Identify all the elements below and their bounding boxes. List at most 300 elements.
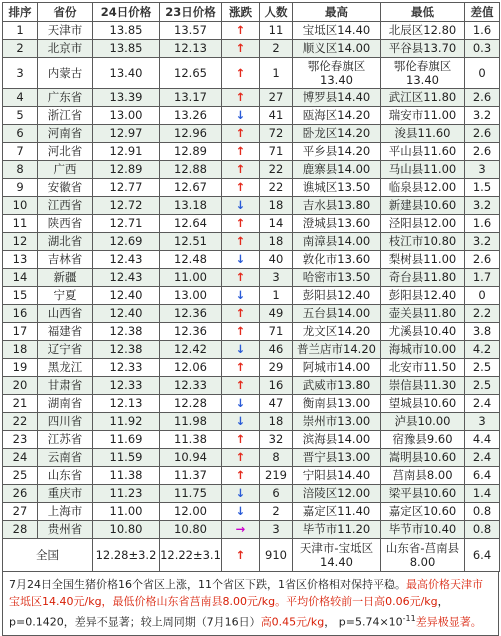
arrow-up-icon: ↑	[235, 324, 246, 338]
cell-price-24: 12.77	[93, 179, 160, 197]
cell-diff: 1.6	[465, 22, 500, 40]
cell-change	[222, 215, 260, 233]
cell-highest: 哈密市13.50	[293, 269, 381, 287]
table-row	[3, 107, 500, 125]
cell-price-24: 12.69	[93, 233, 160, 251]
cell-change	[222, 413, 260, 431]
table-row	[3, 143, 500, 161]
cell-province: 云南省	[38, 449, 93, 467]
header-highest: 最高	[293, 3, 381, 22]
cell-province: 福建省	[38, 323, 93, 341]
cell-lowest: 浚县11.60	[381, 125, 465, 143]
arrow-up-icon: ↑	[235, 234, 246, 248]
cell-price-23: 11.75	[160, 485, 222, 503]
cell-diff: 1.5	[465, 179, 500, 197]
table-row	[3, 125, 500, 143]
cell-price-23: 13.26	[160, 107, 222, 125]
cell-diff: 3	[465, 161, 500, 179]
cell-count: 11	[260, 22, 293, 40]
cell-price-23: 12.65	[160, 58, 222, 89]
cell-lowest: 望城县10.60	[381, 395, 465, 413]
cell-province: 宁夏	[38, 287, 93, 305]
cell-diff: 0.8	[465, 503, 500, 521]
cell-rank: 12	[3, 233, 38, 251]
cell-diff: 2.5	[465, 359, 500, 377]
cell-price-23: 12.36	[160, 323, 222, 341]
table-row	[3, 449, 500, 467]
cell-lowest: 海城市10.00	[381, 341, 465, 359]
arrow-down-icon: ↓	[235, 198, 246, 212]
cell-price-23: 12.42	[160, 341, 222, 359]
table-row	[3, 467, 500, 485]
cell-rank: 10	[3, 197, 38, 215]
note-text-5: 高0.45元/kg	[260, 615, 325, 629]
cell-price-23: 12.88	[160, 161, 222, 179]
cell-diff: 3	[465, 413, 500, 431]
cell-province: 辽宁省	[38, 341, 93, 359]
cell-highest: 彭阳县12.40	[293, 287, 381, 305]
cell-rank: 5	[3, 107, 38, 125]
cell-price-23: 12.89	[160, 143, 222, 161]
cell-lowest: 瑞安市11.00	[381, 107, 465, 125]
cell-lowest: 尤溪县10.40	[381, 323, 465, 341]
summary-note	[2, 572, 499, 636]
arrow-up-icon: ↑	[235, 378, 246, 392]
cell-diff: 2.6	[465, 251, 500, 269]
cell-change	[222, 485, 260, 503]
total-price-23: 12.22±3.1	[160, 539, 222, 572]
cell-count: 71	[260, 143, 293, 161]
cell-count: 18	[260, 197, 293, 215]
price-table-container	[2, 2, 499, 636]
cell-lowest: 壶关县11.80	[381, 305, 465, 323]
cell-province: 黑龙江	[38, 359, 93, 377]
cell-province: 甘肃省	[38, 377, 93, 395]
cell-price-23: 12.64	[160, 215, 222, 233]
cell-highest: 衡南县13.00	[293, 395, 381, 413]
cell-rank: 13	[3, 251, 38, 269]
cell-lowest: 平谷县13.70	[381, 40, 465, 58]
cell-count: 72	[260, 125, 293, 143]
cell-price-23: 13.18	[160, 197, 222, 215]
cell-province: 河北省	[38, 143, 93, 161]
cell-lowest: 武江区11.80	[381, 89, 465, 107]
cell-price-24: 12.72	[93, 197, 160, 215]
cell-highest: 平乡县14.20	[293, 143, 381, 161]
cell-change	[222, 521, 260, 539]
cell-change	[222, 359, 260, 377]
cell-price-23: 11.37	[160, 467, 222, 485]
cell-lowest: 嵩明县10.60	[381, 449, 465, 467]
cell-lowest: 彭阳县12.40	[381, 287, 465, 305]
cell-highest: 五台县14.00	[293, 305, 381, 323]
cell-diff: 3.2	[465, 233, 500, 251]
cell-price-24: 12.40	[93, 287, 160, 305]
cell-province: 新疆	[38, 269, 93, 287]
cell-price-23: 11.38	[160, 431, 222, 449]
cell-price-23: 12.36	[160, 305, 222, 323]
cell-price-23: 12.28	[160, 395, 222, 413]
cell-rank: 16	[3, 305, 38, 323]
arrow-up-icon: ↑	[235, 180, 246, 194]
cell-highest: 宁阳县14.40	[293, 467, 381, 485]
table-row	[3, 521, 500, 539]
table-row	[3, 287, 500, 305]
arrow-down-icon: ↓	[235, 414, 246, 428]
cell-change	[222, 89, 260, 107]
cell-highest: 武威市13.80	[293, 377, 381, 395]
cell-lowest: 马山县11.00	[381, 161, 465, 179]
cell-lowest: 崇信县11.30	[381, 377, 465, 395]
table-row	[3, 413, 500, 431]
cell-rank: 19	[3, 359, 38, 377]
cell-change	[222, 269, 260, 287]
cell-diff: 2.6	[465, 143, 500, 161]
cell-count: 3	[260, 269, 293, 287]
arrow-up-icon: ↑	[235, 450, 246, 464]
cell-province: 北京市	[38, 40, 93, 58]
cell-price-24: 12.33	[93, 359, 160, 377]
note-text-8: 差异极显著。	[415, 615, 482, 629]
cell-change	[222, 431, 260, 449]
cell-price-24: 13.39	[93, 89, 160, 107]
cell-change	[222, 107, 260, 125]
note-text-4: ，p=0.1420，差异不显著；较上周同期（7月16日）	[9, 595, 449, 629]
cell-highest: 鄂伦春旗区13.40	[293, 58, 381, 89]
cell-count: 14	[260, 215, 293, 233]
cell-province: 上海市	[38, 503, 93, 521]
cell-count: 47	[260, 395, 293, 413]
table-row	[3, 395, 500, 413]
cell-change	[222, 503, 260, 521]
cell-price-24: 12.71	[93, 215, 160, 233]
arrow-up-icon: ↑	[235, 360, 246, 374]
cell-diff: 3.2	[465, 107, 500, 125]
cell-rank: 1	[3, 22, 38, 40]
cell-diff: 0.8	[465, 521, 500, 539]
cell-count: 219	[260, 467, 293, 485]
cell-change	[222, 197, 260, 215]
cell-highest: 鹿寨县14.00	[293, 161, 381, 179]
cell-price-23: 12.13	[160, 40, 222, 58]
table-total-row	[3, 539, 500, 572]
cell-diff: 2.6	[465, 125, 500, 143]
cell-price-24: 12.43	[93, 251, 160, 269]
cell-price-24: 13.85	[93, 40, 160, 58]
table-row	[3, 503, 500, 521]
cell-rank: 26	[3, 485, 38, 503]
cell-price-24: 11.59	[93, 449, 160, 467]
cell-rank: 2	[3, 40, 38, 58]
note-text-2: 最高价格天津市宝坻区14.40元/kg，最低价格山东省莒南县8.00元/kg。平均价格较前一日	[9, 578, 483, 608]
cell-rank: 9	[3, 179, 38, 197]
cell-price-24: 11.38	[93, 467, 160, 485]
cell-lowest: 梨树县11.00	[381, 251, 465, 269]
note-text-1: 7月24日全国生猪价格16个省区上涨，11个省区下跌，1省区价格相对保持平稳。	[9, 578, 406, 591]
cell-rank: 7	[3, 143, 38, 161]
cell-diff: 1.7	[465, 269, 500, 287]
table-row	[3, 40, 500, 58]
cell-price-23: 13.57	[160, 22, 222, 40]
cell-rank: 3	[3, 58, 38, 89]
cell-price-23: 13.00	[160, 287, 222, 305]
cell-price-23: 13.17	[160, 89, 222, 107]
cell-price-24: 12.89	[93, 161, 160, 179]
arrow-up-icon: ↑	[235, 66, 246, 80]
cell-count: 2	[260, 503, 293, 521]
cell-highest: 涪陵区12.00	[293, 485, 381, 503]
cell-lowest: 宿豫县9.60	[381, 431, 465, 449]
table-row	[3, 359, 500, 377]
header-price-24: 24日价格	[93, 3, 160, 22]
cell-change	[222, 467, 260, 485]
arrow-up-icon: ↑	[235, 126, 246, 140]
cell-lowest: 临泉县12.00	[381, 179, 465, 197]
cell-diff: 0.3	[465, 40, 500, 58]
arrow-up-icon: ↑	[235, 90, 246, 104]
cell-change	[222, 22, 260, 40]
cell-count: 3	[260, 521, 293, 539]
cell-province: 江苏省	[38, 431, 93, 449]
cell-change	[222, 323, 260, 341]
cell-rank: 14	[3, 269, 38, 287]
cell-rank: 22	[3, 413, 38, 431]
arrow-up-icon: ↑	[235, 162, 246, 176]
cell-province: 湖南省	[38, 395, 93, 413]
cell-price-24: 12.13	[93, 395, 160, 413]
note-text-3: 高0.06元/kg	[374, 595, 438, 608]
cell-change	[222, 305, 260, 323]
cell-count: 27	[260, 89, 293, 107]
table-row	[3, 161, 500, 179]
cell-province: 山东省	[38, 467, 93, 485]
cell-change	[222, 143, 260, 161]
cell-rank: 11	[3, 215, 38, 233]
cell-count: 18	[260, 233, 293, 251]
cell-diff: 0	[465, 287, 500, 305]
header-rank: 排序	[3, 3, 38, 22]
cell-price-24: 11.23	[93, 485, 160, 503]
arrow-down-icon: ↓	[235, 504, 246, 518]
table-body	[3, 22, 500, 572]
cell-count: 40	[260, 251, 293, 269]
cell-change	[222, 449, 260, 467]
total-lowest: 山东省-莒南县8.00	[381, 539, 465, 572]
cell-diff: 6.4	[465, 467, 500, 485]
table-row	[3, 197, 500, 215]
cell-price-23: 12.33	[160, 377, 222, 395]
cell-lowest: 泾阳县12.00	[381, 215, 465, 233]
cell-change	[222, 161, 260, 179]
cell-diff: 2.4	[465, 395, 500, 413]
cell-province: 贵州省	[38, 521, 93, 539]
cell-highest: 顺义区14.00	[293, 40, 381, 58]
cell-lowest: 奇台县11.80	[381, 269, 465, 287]
cell-change	[222, 287, 260, 305]
cell-count: 1	[260, 58, 293, 89]
cell-highest: 敦化市13.60	[293, 251, 381, 269]
cell-lowest: 新建县10.60	[381, 197, 465, 215]
cell-lowest: 鄂伦春旗区13.40	[381, 58, 465, 89]
cell-price-24: 13.85	[93, 22, 160, 40]
header-price-23: 23日价格	[160, 3, 222, 22]
cell-change	[222, 233, 260, 251]
cell-highest: 嘉定区11.40	[293, 503, 381, 521]
cell-province: 陕西省	[38, 215, 93, 233]
cell-price-24: 11.92	[93, 413, 160, 431]
cell-rank: 27	[3, 503, 38, 521]
table-header-row	[3, 3, 500, 22]
arrow-down-icon: ↓	[235, 288, 246, 302]
cell-lowest: 莒南县8.00	[381, 467, 465, 485]
arrow-down-icon: ↓	[235, 396, 246, 410]
cell-price-24: 11.69	[93, 431, 160, 449]
cell-price-23: 12.48	[160, 251, 222, 269]
table-row	[3, 341, 500, 359]
table-row	[3, 323, 500, 341]
cell-rank: 4	[3, 89, 38, 107]
cell-change	[222, 341, 260, 359]
cell-highest: 崇州市13.00	[293, 413, 381, 431]
cell-diff: 3.2	[465, 197, 500, 215]
cell-rank: 8	[3, 161, 38, 179]
cell-province: 广东省	[38, 89, 93, 107]
arrow-down-icon: ↓	[235, 108, 246, 122]
cell-diff: 0	[465, 58, 500, 89]
cell-count: 71	[260, 323, 293, 341]
cell-price-23: 12.51	[160, 233, 222, 251]
cell-province: 内蒙古	[38, 58, 93, 89]
total-price-24: 12.28±3.2	[93, 539, 160, 572]
cell-province: 浙江省	[38, 107, 93, 125]
arrow-down-icon: ↓	[235, 252, 246, 266]
table-row	[3, 269, 500, 287]
total-highest: 天津市-宝坻区14.40	[293, 539, 381, 572]
cell-price-23: 11.00	[160, 269, 222, 287]
cell-price-23: 10.94	[160, 449, 222, 467]
cell-count: 46	[260, 341, 293, 359]
cell-lowest: 梁平县10.60	[381, 485, 465, 503]
cell-count: 8	[260, 449, 293, 467]
cell-price-23: 12.00	[160, 503, 222, 521]
cell-price-23: 12.67	[160, 179, 222, 197]
arrow-up-icon: ↑	[235, 306, 246, 320]
cell-highest: 晋宁县13.00	[293, 449, 381, 467]
cell-price-23: 11.98	[160, 413, 222, 431]
arrow-right-icon: →	[235, 522, 246, 536]
cell-highest: 卧龙区14.20	[293, 125, 381, 143]
cell-highest: 瓯海区14.20	[293, 107, 381, 125]
cell-diff: 1.6	[465, 215, 500, 233]
total-diff: 6.4	[465, 539, 500, 572]
cell-highest: 阿城市14.00	[293, 359, 381, 377]
cell-highest: 滨海县14.00	[293, 431, 381, 449]
arrow-up-icon: ↑	[235, 41, 246, 55]
header-diff: 差值	[465, 3, 500, 22]
table-row	[3, 233, 500, 251]
cell-province: 广西	[38, 161, 93, 179]
cell-change	[222, 377, 260, 395]
cell-count: 18	[260, 413, 293, 431]
cell-rank: 25	[3, 467, 38, 485]
table-row	[3, 22, 500, 40]
cell-count: 16	[260, 377, 293, 395]
cell-diff: 2.2	[465, 305, 500, 323]
cell-lowest: 枝江市10.80	[381, 233, 465, 251]
cell-diff: 2.4	[465, 449, 500, 467]
cell-price-23: 12.96	[160, 125, 222, 143]
cell-province: 河南省	[38, 125, 93, 143]
cell-rank: 6	[3, 125, 38, 143]
total-change	[222, 539, 260, 572]
cell-rank: 18	[3, 341, 38, 359]
cell-lowest: 毕节市10.40	[381, 521, 465, 539]
table-row	[3, 179, 500, 197]
cell-highest: 宝坻区14.40	[293, 22, 381, 40]
cell-price-24: 12.33	[93, 377, 160, 395]
total-label: 全国	[3, 539, 93, 572]
header-change: 涨跌	[222, 3, 260, 22]
cell-province: 四川省	[38, 413, 93, 431]
cell-rank: 21	[3, 395, 38, 413]
cell-price-24: 12.38	[93, 341, 160, 359]
total-count: 910	[260, 539, 293, 572]
cell-province: 湖北省	[38, 233, 93, 251]
table-row	[3, 377, 500, 395]
cell-price-24: 12.97	[93, 125, 160, 143]
cell-change	[222, 125, 260, 143]
table-row	[3, 431, 500, 449]
cell-change	[222, 40, 260, 58]
cell-price-23: 12.06	[160, 359, 222, 377]
table-row	[3, 251, 500, 269]
cell-lowest: 北辰区12.80	[381, 22, 465, 40]
header-count: 人数	[260, 3, 293, 22]
cell-rank: 17	[3, 323, 38, 341]
cell-highest: 普兰店市14.20	[293, 341, 381, 359]
cell-highest: 龙文区14.20	[293, 323, 381, 341]
cell-lowest: 北安市11.50	[381, 359, 465, 377]
cell-diff: 3.8	[465, 323, 500, 341]
cell-price-24: 11.00	[93, 503, 160, 521]
cell-price-24: 13.00	[93, 107, 160, 125]
cell-rank: 28	[3, 521, 38, 539]
arrow-up-icon: ↑	[235, 23, 246, 37]
arrow-down-icon: ↓	[235, 486, 246, 500]
table-row	[3, 215, 500, 233]
table-row	[3, 305, 500, 323]
cell-diff: 4.2	[465, 341, 500, 359]
cell-diff: 1.4	[465, 485, 500, 503]
cell-diff: 2.6	[465, 89, 500, 107]
note-text-6: ， p=5.74×10	[324, 615, 403, 629]
cell-province: 江西省	[38, 197, 93, 215]
cell-rank: 24	[3, 449, 38, 467]
cell-count: 32	[260, 431, 293, 449]
table-row	[3, 89, 500, 107]
cell-change	[222, 395, 260, 413]
cell-change	[222, 251, 260, 269]
cell-province: 安徽省	[38, 179, 93, 197]
table-row	[3, 58, 500, 89]
cell-price-24: 12.38	[93, 323, 160, 341]
cell-count: 49	[260, 305, 293, 323]
header-province: 省份	[38, 3, 93, 22]
arrow-up-icon: ↑	[235, 548, 246, 562]
note-exponent: -11	[402, 614, 416, 623]
cell-lowest: 泸县10.00	[381, 413, 465, 431]
cell-lowest: 嘉定区10.60	[381, 503, 465, 521]
